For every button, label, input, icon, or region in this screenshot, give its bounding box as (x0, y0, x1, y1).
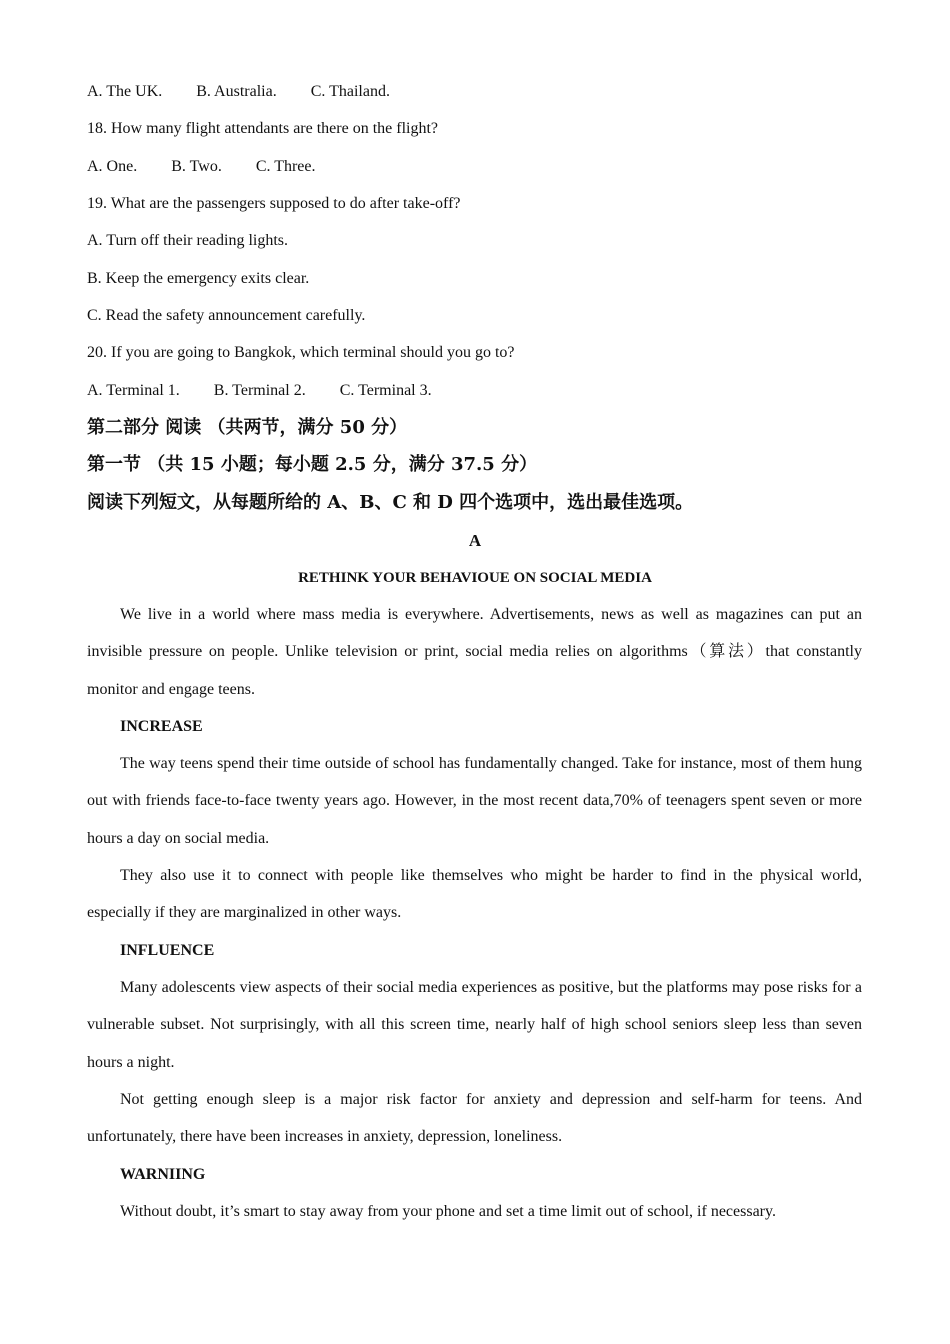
q18-option-a: A. One. (87, 158, 138, 175)
passage-letter: A (468, 531, 482, 550)
q20-question: 20. If you are going to Bangkok, which terminal should you go to? (87, 344, 515, 361)
subsection-title: 第一节 （共 15 小题；每小题 2.5 分，满分 37.5 分） (87, 454, 538, 475)
q19-option-c: C. Read the safety announcement carefully. (87, 307, 366, 324)
q17-option-c: C. Thailand. (310, 83, 390, 100)
q19-question: 19. What are the passengers supposed to do after take-off? (87, 195, 461, 212)
q20-option-a: A. Terminal 1. (87, 382, 180, 399)
passage-paragraph-1: We live in a world where mass media is everywhere. Advertisements, news as well as magazines can put an invisible pressure on people. Unlike television or print, social media relies on algorithms（算法）that constantly monitor and engage teens. (87, 606, 862, 698)
passage-paragraph-6: Without doubt, it’s smart to stay away from your phone and set a time limit out of school, if necessary. (120, 1203, 776, 1220)
passage-paragraph-2: The way teens spend their time outside of school has fundamentally changed. Take for instance, most of them hung out with friends face-to-face twenty years ago. However, in the most recent data,70% of teenagers spent seven or more hours a day on social media. (87, 755, 862, 847)
q20-options (87, 381, 432, 401)
q17-option-b: B. Australia. (196, 83, 277, 100)
q17-option-a: A. The UK. (87, 83, 163, 100)
q20-option-b: B. Terminal 2. (213, 382, 306, 399)
passage-title: RETHINK YOUR BEHAVIOUE ON SOCIAL MEDIA (298, 570, 652, 586)
heading-increase: INCREASE (120, 718, 203, 735)
q18-options (87, 157, 316, 177)
q17-options (87, 82, 390, 102)
passage-paragraph-3: They also use it to connect with people like themselves who might be harder to find in the physical world, especially if they are marginalized in other ways. (87, 867, 862, 922)
q18-option-b: B. Two. (171, 158, 222, 175)
section-instruction: 阅读下列短文，从每题所给的 A、B、C 和 D 四个选项中，选出最佳选项。 (87, 492, 694, 513)
q20-option-c: C. Terminal 3. (339, 382, 432, 399)
passage-paragraph-5: Not getting enough sleep is a major risk factor for anxiety and depression and self-harm for teens. And unfortunately, there have been increases in anxiety, depression, loneliness. (87, 1091, 862, 1146)
q18-question: 18. How many flight attendants are there on the flight? (87, 120, 439, 137)
q18-option-c: C. Three. (255, 158, 316, 175)
part-title: 第二部分 阅读 （共两节，满分 50 分） (87, 417, 408, 438)
q19-option-b: B. Keep the emergency exits clear. (87, 270, 310, 287)
heading-influence: INFLUENCE (120, 942, 215, 959)
heading-warning: WARNIING (120, 1166, 206, 1183)
passage-paragraph-4: Many adolescents view aspects of their social media experiences as positive, but the platforms may pose risks for a vulnerable subset. Not surprisingly, with all this screen time, nearly half of high school seniors sleep less than seven hours a night. (87, 979, 862, 1071)
q19-option-a: A. Turn off their reading lights. (87, 232, 289, 249)
